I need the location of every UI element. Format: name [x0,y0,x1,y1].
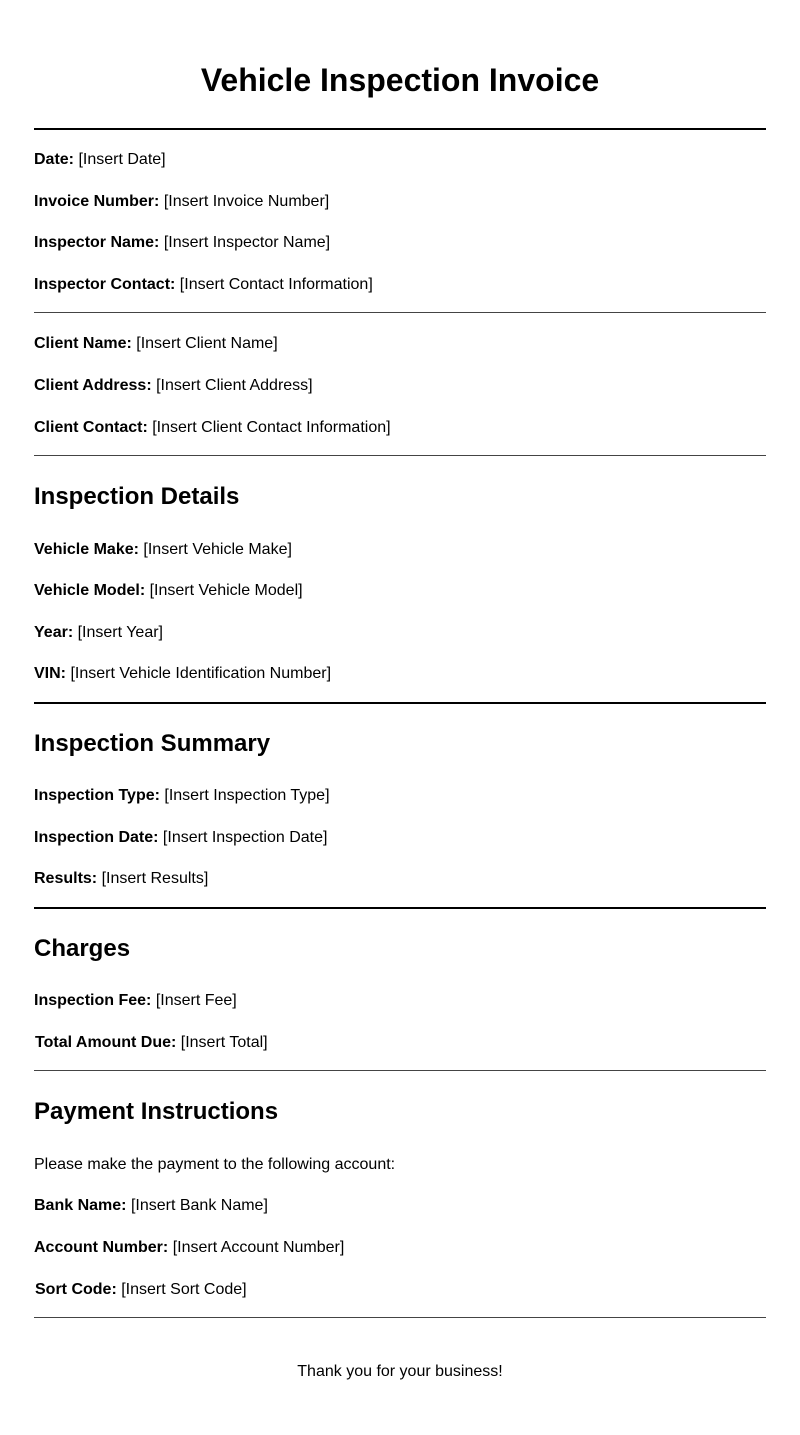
inspection-type-value: [Insert Inspection Type] [164,787,330,804]
client-name-field [34,334,278,354]
inspection-fee-label: Inspection Fee: [34,992,152,1009]
sort-code-field [35,1280,247,1300]
inspection-fee-field [34,991,237,1011]
inspector-contact-value: [Insert Contact Information] [179,276,373,293]
divider [34,907,766,909]
account-number-field [34,1238,344,1258]
inspection-date-field [34,828,327,848]
client-name-value: [Insert Client Name] [136,335,278,352]
vin-label: VIN: [34,665,66,682]
inspector-name-label: Inspector Name: [34,234,160,251]
inspection-fee-value: [Insert Fee] [155,992,237,1009]
bank-name-label: Bank Name: [34,1197,127,1214]
divider [34,1317,766,1318]
divider [34,312,766,313]
bank-name-field [34,1196,268,1216]
invoice-number-field [34,192,329,212]
inspection-type-label: Inspection Type: [34,787,160,804]
client-contact-value: [Insert Client Contact Information] [152,419,391,436]
invoice-number-label: Invoice Number: [34,193,160,210]
divider [34,455,766,456]
page-title: Vehicle Inspection Invoice [200,62,600,98]
results-field [34,869,208,889]
divider [34,1070,766,1071]
client-name-label: Client Name: [34,335,132,352]
results-value: [Insert Results] [101,870,209,887]
invoice-number-value: [Insert Invoice Number] [163,193,330,210]
inspection-date-label: Inspection Date: [34,829,159,846]
payment-instructions-heading: Payment Instructions [34,1098,279,1125]
vehicle-model-label: Vehicle Model: [34,582,146,599]
date-field [34,150,166,170]
total-amount-field [35,1033,268,1053]
inspector-contact-field [34,275,373,295]
vehicle-model-value: [Insert Vehicle Model] [149,582,303,599]
client-contact-label: Client Contact: [34,419,148,436]
inspection-date-value: [Insert Inspection Date] [162,829,328,846]
inspector-name-field [34,233,330,253]
vin-field [34,664,331,684]
footer-thank-you: Thank you for your business! [297,1363,503,1380]
payment-intro-text: Please make the payment to the following account: [34,1156,396,1173]
vehicle-make-field [34,540,292,560]
date-label: Date: [34,151,75,168]
client-address-value: [Insert Client Address] [156,377,313,394]
charges-heading: Charges [34,935,131,962]
year-label: Year: [34,624,74,641]
inspector-contact-label: Inspector Contact: [34,276,176,293]
vehicle-make-value: [Insert Vehicle Make] [143,541,292,558]
year-field [34,623,163,643]
account-number-label: Account Number: [34,1239,169,1256]
sort-code-value: [Insert Sort Code] [121,1281,247,1298]
client-address-field [34,376,313,396]
inspector-name-value: [Insert Inspector Name] [163,234,331,251]
client-contact-field [34,418,391,438]
year-value: [Insert Year] [77,624,163,641]
divider [34,128,766,130]
results-label: Results: [34,870,98,887]
sort-code-label: Sort Code: [35,1281,117,1298]
account-number-value: [Insert Account Number] [172,1239,345,1256]
vehicle-make-label: Vehicle Make: [34,541,139,558]
total-amount-value: [Insert Total] [180,1034,268,1051]
client-address-label: Client Address: [34,377,152,394]
bank-name-value: [Insert Bank Name] [130,1197,268,1214]
date-value: [Insert Date] [78,151,166,168]
inspection-summary-heading: Inspection Summary [34,730,271,757]
total-amount-label: Total Amount Due: [35,1034,177,1051]
inspection-details-heading: Inspection Details [34,483,240,510]
vehicle-model-field [34,581,303,601]
inspection-type-field [34,786,330,806]
vin-value: [Insert Vehicle Identification Number] [70,665,332,682]
divider [34,702,766,704]
